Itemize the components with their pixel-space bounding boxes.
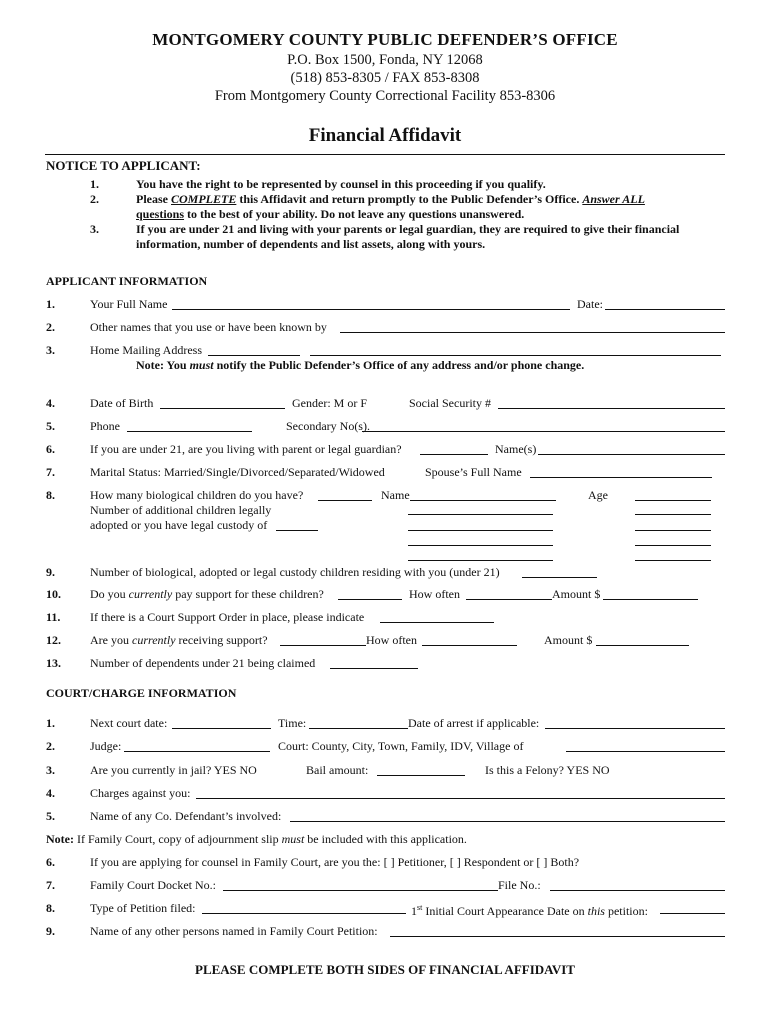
court-time-field[interactable] [309,728,408,729]
child-age-field-1[interactable] [635,500,711,501]
full-name-field[interactable] [172,309,570,310]
support-order-field[interactable] [380,622,494,623]
notice-item-3: If you are under 21 and living with your parents or legal guardian, they are required to give their financial [136,222,680,236]
bail-amount-label: Bail amount: [306,763,369,777]
spouse-name-label: Spouse’s Full Name [425,465,522,479]
receive-support-label: Are you currently receiving support? [90,633,268,647]
dob-label: Date of Birth [90,396,154,410]
marital-status-label[interactable]: Marital Status: Married/Single/Divorced/Separated/Widowed [90,465,385,479]
court-time-label: Time: [278,716,307,730]
notice-item-3-cont: information, number of dependents and list assets, along with yours. [136,237,486,251]
c4-number: 4. [46,786,55,800]
secondary-phone-label: Secondary No(s). [286,419,370,433]
family-court-note: Note: If Family Court, copy of adjournment slip must be included with this application. [46,832,467,846]
q1-number: 1. [46,297,55,311]
next-court-date-field[interactable] [172,728,271,729]
dob-field[interactable] [160,408,285,409]
other-persons-field[interactable] [390,936,725,937]
c7-number: 7. [46,878,55,892]
felony-label[interactable]: Is this a Felony? YES NO [485,763,610,777]
bail-amount-field[interactable] [377,775,465,776]
living-with-guardian-field[interactable] [420,454,488,455]
date-label: Date: [577,297,603,311]
in-jail-label[interactable]: Are you currently in jail? YES NO [90,763,257,777]
file-no-field[interactable] [550,890,725,891]
custody-children-label: adopted or you have legal custody of [90,518,268,532]
c8-number: 8. [46,901,55,915]
next-court-date-label: Next court date: [90,716,168,730]
notice-num-1: 1. [90,177,99,191]
q6-number: 6. [46,442,55,456]
custody-children-field[interactable] [276,530,318,531]
secondary-phone-field[interactable] [362,431,725,432]
pay-support-field[interactable] [338,599,402,600]
receive-amount-field[interactable] [596,645,689,646]
pay-support-label: Do you currently pay support for these children? [90,587,324,601]
file-no-label: File No.: [498,878,541,892]
child-name-field-2[interactable] [408,514,553,515]
guardian-names-field[interactable] [538,454,725,455]
arrest-date-field[interactable] [545,728,725,729]
child-name-field-5[interactable] [408,560,553,561]
gender-label[interactable]: Gender: M or F [292,396,367,410]
notice-num-3: 3. [90,222,99,236]
additional-children-label: Number of additional children legally [90,503,272,517]
pay-amount-field[interactable] [603,599,698,600]
court-type-label[interactable]: Court: County, City, Town, Family, IDV, Village of [278,739,524,753]
co-defendant-field[interactable] [290,821,725,822]
notice-item-1: You have the right to be represented by counsel in this proceeding if you qualify. [136,177,546,191]
header-divider [45,154,725,155]
petition-type-field[interactable] [202,913,406,914]
mailing-address-field-2[interactable] [310,355,721,356]
co-defendant-label: Name of any Co. Defendant’s involved: [90,809,282,823]
living-with-guardian-label: If you are under 21, are you living with parent or legal guardian? [90,442,402,456]
arrest-date-label: Date of arrest if applicable: [408,716,540,730]
initial-appearance-label: 1st Initial Court Appearance Date on this petition: [411,903,648,918]
c1-number: 1. [46,716,55,730]
dependents-field[interactable] [330,668,418,669]
ssn-label: Social Security # [409,396,491,410]
judge-label: Judge: [90,739,122,753]
q12-number: 12. [46,633,61,647]
children-residing-field[interactable] [522,577,597,578]
guardian-names-label: Name(s) [495,442,537,456]
footer-instruction: PLEASE COMPLETE BOTH SIDES OF FINANCIAL AFFIDAVIT [195,962,575,977]
full-name-label: Your Full Name [90,297,168,311]
facility-phone: From Montgomery County Correctional Facility 853-8306 [214,88,556,104]
address-change-note: Note: You must notify the Public Defender’s Office of any address and/or phone change. [136,358,585,372]
child-age-field-4[interactable] [635,545,711,546]
notice-item-2: Please COMPLETE this Affidavit and return promptly to the Public Defender’s Office. Answer ALL [136,192,645,206]
office-address: P.O. Box 1500, Fonda, NY 12068 [287,52,483,68]
child-name-field-1[interactable] [410,500,556,501]
c2-number: 2. [46,739,55,753]
phone-field[interactable] [127,431,252,432]
docket-no-label: Family Court Docket No.: [90,878,216,892]
pay-how-often-label: How often [409,587,460,601]
other-persons-label: Name of any other persons named in Family Court Petition: [90,924,378,938]
children-residing-label: Number of biological, adopted or legal custody children residing with you (under 21) [90,565,500,579]
pay-how-often-field[interactable] [466,599,552,600]
phone-label: Phone [90,419,120,433]
notice-num-2: 2. [90,192,99,206]
court-heading: COURT/CHARGE INFORMATION [46,686,237,700]
mailing-address-label: Home Mailing Address [90,343,202,357]
bio-children-field[interactable] [318,500,372,501]
q13-number: 13. [46,656,61,670]
q7-number: 7. [46,465,55,479]
dependents-label: Number of dependents under 21 being claimed [90,656,316,670]
other-names-field[interactable] [340,332,725,333]
c5-number: 5. [46,809,55,823]
support-order-label: If there is a Court Support Order in place, please indicate [90,610,365,624]
c3-number: 3. [46,763,55,777]
ssn-field[interactable] [498,408,725,409]
q11-number: 11. [46,610,61,624]
q2-number: 2. [46,320,55,334]
receive-support-field[interactable] [280,645,366,646]
receive-how-often-label: How often [366,633,417,647]
bio-children-label: How many biological children do you have? [90,488,304,502]
notice-item-2-cont: questions to the best of your ability. Do not leave any questions unanswered. [136,207,525,221]
office-name: MONTGOMERY COUNTY PUBLIC DEFENDER’S OFFICE [152,30,618,49]
child-name-field-4[interactable] [408,545,553,546]
mailing-address-field-1[interactable] [208,355,300,356]
court-village-field[interactable] [566,751,725,752]
child-age-label: Age [588,488,608,502]
child-age-field-3[interactable] [635,530,711,531]
child-age-field-2[interactable] [635,514,711,515]
c6-number: 6. [46,855,55,869]
initial-appearance-field[interactable] [660,913,725,914]
receive-amount-label: Amount $ [544,633,593,647]
date-field[interactable] [605,309,725,310]
spouse-name-field[interactable] [530,477,712,478]
q10-number: 10. [46,587,61,601]
receive-how-often-field[interactable] [422,645,517,646]
office-phone: (518) 853-8305 / FAX 853-8308 [290,70,480,86]
child-age-field-5[interactable] [635,560,711,561]
charges-label: Charges against you: [90,786,191,800]
pay-amount-label: Amount $ [552,587,601,601]
family-court-role-label[interactable]: If you are applying for counsel in Family Court, are you the: [ ] Petitioner, [ ] Respondent or [ ] Both? [90,855,580,869]
c9-number: 9. [46,924,55,938]
q8-number: 8. [46,488,55,502]
judge-field[interactable] [124,751,270,752]
other-names-label: Other names that you use or have been known by [90,320,327,334]
applicant-heading: APPLICANT INFORMATION [46,274,208,288]
charges-field[interactable] [196,798,725,799]
notice-heading: NOTICE TO APPLICANT: [46,158,201,173]
petition-type-label: Type of Petition filed: [90,901,196,915]
child-name-label: Name [381,488,410,502]
q3-number: 3. [46,343,55,357]
q9-number: 9. [46,565,55,579]
child-name-field-3[interactable] [408,530,553,531]
page-title: Financial Affidavit [308,125,462,146]
q4-number: 4. [46,396,55,410]
q5-number: 5. [46,419,55,433]
docket-no-field[interactable] [223,890,498,891]
